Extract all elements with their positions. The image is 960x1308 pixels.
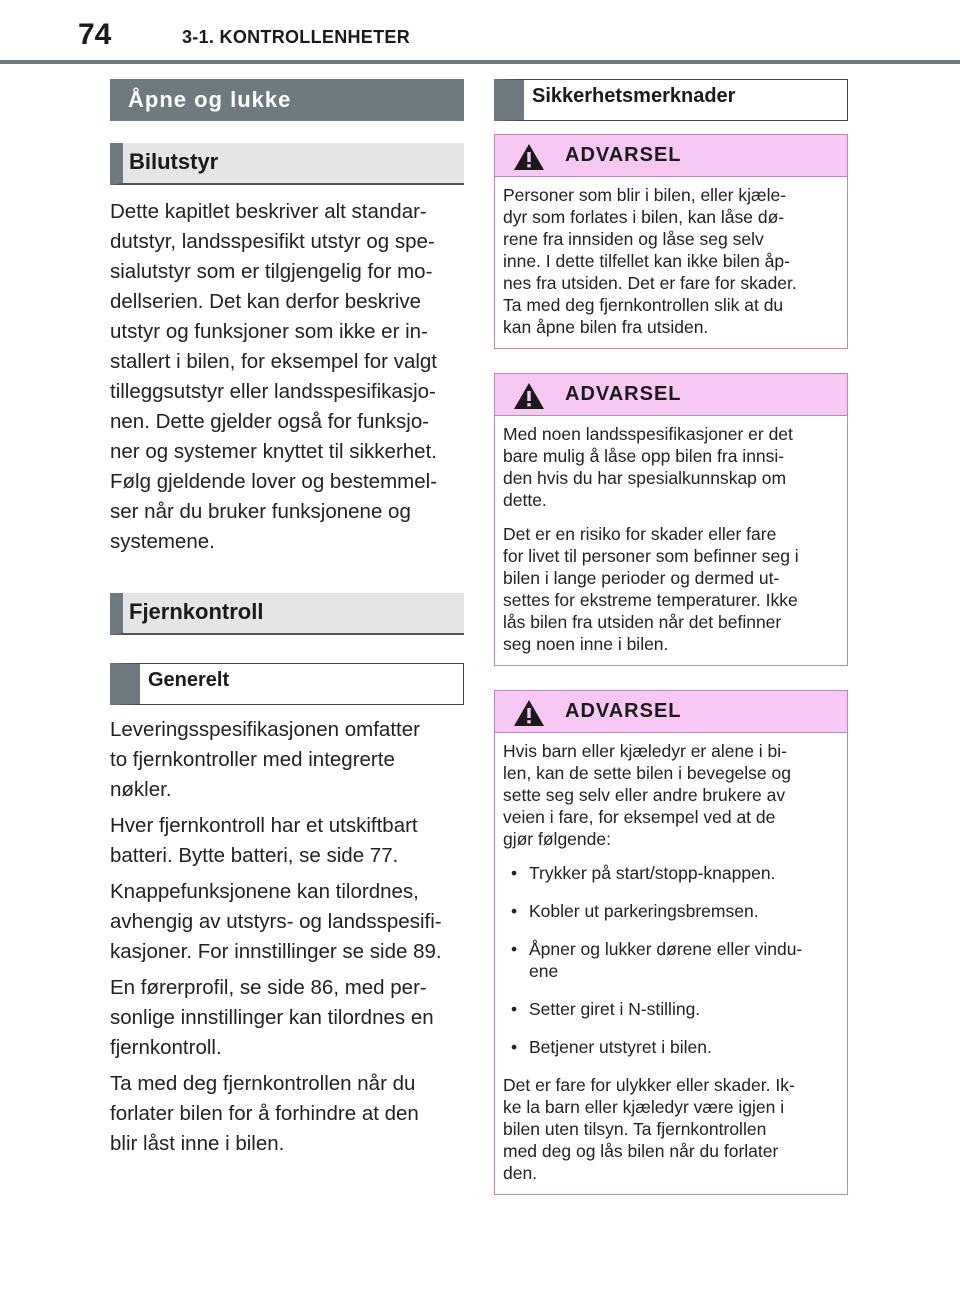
warning-paragraph: Med noen landsspesifikasjoner er det bare mulig å låse opp bilen fra innsi- den hvis du har spesialkunnskap om dette.: [503, 424, 793, 510]
warning-header: [495, 135, 847, 177]
warning-paragraph: Personer som blir i bilen, eller kjæle- dyr som forlates i bilen, kan låse dø- rene fra innsiden og låse seg selv inne. I dette tilfellet kan ikke bilen åp- nes fra utsiden. Det er fare for skader. Ta med deg fjernkontrollen slik at du kan åpne bilen fra utsiden.: [503, 185, 797, 337]
list-item: • Setter giret i N-stilling.: [503, 998, 839, 1020]
box-heading-generelt: Generelt: [110, 663, 464, 705]
page-header: [0, 0, 960, 64]
sub-heading-fjernkontroll: Fjernkontroll: [110, 593, 464, 635]
page-number: 74: [78, 18, 112, 51]
warning-triangle-icon: [513, 382, 545, 410]
warning-bullet-list: [503, 862, 839, 1058]
warning-box-3: [494, 690, 848, 1195]
section-title: 3-1. KONTROLLENHETER: [182, 27, 411, 47]
warning-box-2: [494, 373, 848, 666]
warning-outro: Det er fare for ulykker eller skader. Ik- ke la barn eller kjæledyr være igjen i bilen uten tilsyn. Ta fjernkontrollen med deg og lås bilen når du forlater den.: [503, 1075, 795, 1183]
right-column: [494, 79, 848, 1195]
warning-body: [495, 416, 847, 665]
warning-paragraph: Det er en risiko for skader eller fare for livet til personer som befinner seg i bilen i lange perioder og dermed ut- settes for ekstreme temperaturer. Ikke lås bilen fra utsiden når det befinner seg noen inne i bilen.: [503, 524, 799, 654]
warning-title: ADVARSEL: [565, 700, 682, 722]
remote-paragraphs: [110, 715, 464, 1159]
warning-header: [495, 691, 847, 733]
left-column: [110, 79, 464, 1165]
warning-triangle-icon: [513, 143, 545, 171]
paragraph: Leveringsspesifikasjonen omfatter to fjernkontroller med integrerte nøkler.: [110, 718, 420, 801]
list-item: • Betjener utstyret i bilen.: [503, 1036, 839, 1058]
warning-box-1: [494, 134, 848, 349]
main-heading: Åpne og lukke: [110, 79, 464, 121]
paragraph: Ta med deg fjernkontrollen når du forlater bilen for å forhindre at den blir låst inne i bilen.: [110, 1072, 419, 1155]
header-rule: [0, 60, 960, 64]
paragraph: Hver fjernkontroll har et utskiftbart batteri. Bytte batteri, se side 77.: [110, 814, 418, 867]
paragraph: En førerprofil, se side 86, med per- sonlige innstillinger kan tilordnes en fjernkontroll.: [110, 976, 434, 1059]
list-item: • Kobler ut parkeringsbremsen.: [503, 900, 839, 922]
warning-intro: Hvis barn eller kjæledyr er alene i bi- len, kan de sette bilen i bevegelse og sette seg selv eller andre brukere av veien i fare, for eksempel ved at de gjør følgende:: [503, 741, 791, 849]
warning-title: ADVARSEL: [565, 383, 682, 405]
list-item: • Åpner og lukker dørene eller vindu- ene: [503, 938, 839, 982]
warning-title: ADVARSEL: [565, 144, 682, 166]
list-item: • Trykker på start/stopp-knappen.: [503, 862, 839, 884]
warning-triangle-icon: [513, 699, 545, 727]
box-heading-sikkerhetsmerknader: Sikkerhetsmerknader: [494, 79, 848, 121]
warning-body: [495, 733, 847, 1194]
paragraph: Knappefunksjonene kan tilordnes, avhengig av utstyrs- og landsspesifi- kasjoner. For innstillinger se side 89.: [110, 880, 442, 963]
intro-paragraph: Dette kapitlet beskriver alt standar- dutstyr, landsspesifikt utstyr og spe- sialutstyr som er tilgjengelig for mo- dellserien. Det kan derfor beskrive utstyr og funksjoner som ikke er in- stallert i bilen, for eksempel for valgt tilleggsutstyr eller landsspesifikasjo- nen. Dette gjelder også for funksjo- ner og systemer knyttet til sikkerhet. Følg gjeldende lover og bestemmel- ser når du bruker funksjonene og systemene.: [110, 200, 438, 553]
warning-header: [495, 374, 847, 416]
sub-heading-bilutstyr: Bilutstyr: [110, 143, 464, 185]
warning-body: [495, 177, 847, 348]
